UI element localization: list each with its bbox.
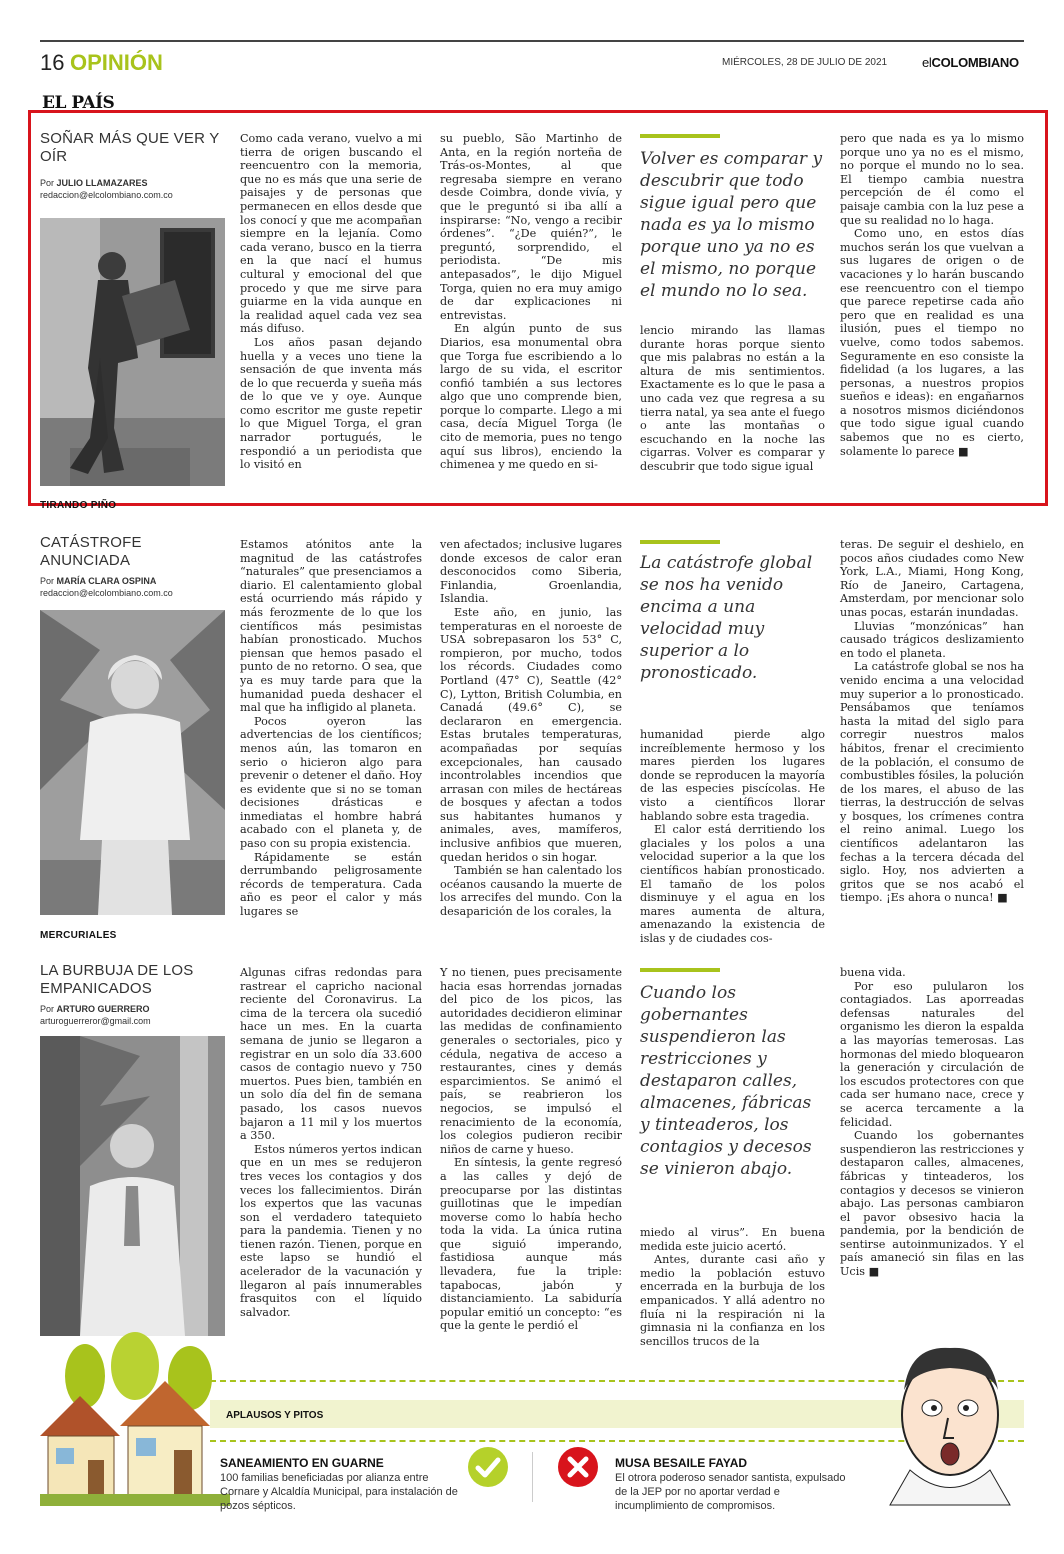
quote-accent-bar bbox=[640, 540, 720, 544]
article2-column-4: teras. De seguir el deshielo, en pocos años ciudades como New York, L.A., Miami, Hong Kong, Río de Janeiro, Cartagena, Amsterdam, por mencionar solo unas pocas, estarán inundadas. Lluvias “monzónicas” han causado trágicos deslizamiento en todo el planeta. La catástrofe global se nos ha venido encima a una velocidad muy superior a lo pronosticado. Pensábamos que teníamos hasta la mitad del siglo para corregir nuestros malos hábitos, frenar el crecimiento de la población, el consumo de combustibles fósiles, la polución de los mares, el abuso de las tierras, la destrucción de selvas y bosques, los crímenes contra el reino animal. Luego los científicos adelantaron las fechas a la tercera década del siglo. Hoy, nos advierten a gritos que se nos acabó el tiempo. ¡Es ahora o nunca! ■ bbox=[840, 538, 1024, 905]
article3-column-3: miedo al virus”. En buena medida este juicio acertó. Antes, durante casi año y medio la población estuvo encerrada en la burbuja de los empanicados. Y allá adentro no fluía ni la respiración ni la gimnasia ni la confianza en los sencillos trucos de la bbox=[640, 1226, 825, 1348]
article3-byline: Por ARTURO GUERRERO bbox=[40, 1004, 150, 1014]
article2-pull-quote: La catástrofe global se nos ha venido encima a una velocidad muy superior a lo pronosticado. bbox=[640, 553, 813, 683]
pito-title: MUSA BESAILE FAYAD bbox=[615, 1456, 748, 1470]
pito-text: El otrora poderoso senador santista, expulsado de la JEP por no aportar verdad e incumplimiento de compromisos. bbox=[615, 1472, 846, 1512]
section-tag-tirando-pino: TIRANDO PIÑO bbox=[40, 500, 117, 511]
article3-email: arturoguerreror@gmail.com bbox=[40, 1016, 151, 1026]
article1-column-2: su pueblo, São Martinho de Anta, en la región norteña de Trás-os-Montes, al que regresaba siempre en verano desde Coimbra, donde vivía, y que le preguntó si iba allí a inspirarse: “No, vengo a recibir órdenes”. “¿De quién?”, le preguntó, sorprendido, el periodista. “De mis antepasados”, le dijo Miguel Torga, quien no era muy amigo de dar explicaciones ni entrevistas. En algún punto de sus Diarios, esa monumental obra que Torga fue escribiendo a lo largo de su vida, el escritor confió también a sus lectores algo que uno comprende bien, porque lo comparte. Llego a mi casa, decía Miguel Torga (le cito de memoria, pues no tengo aquí sus libros), enciendo la chimenea y me quedo en si- bbox=[440, 132, 622, 472]
section-tag-mercuriales: MERCURIALES bbox=[40, 930, 117, 941]
article3-headline: LA BURBUJA DE LOS EMPANICADOS bbox=[40, 962, 194, 997]
article2-column-2: ven afectados; inclusive lugares donde excesos de calor eran desconocidos como Siberia, Finlandia, Groenlandia, Islandia. Este año, en junio, las temperaturas en el noroeste de USA sobrepasaron los 53° C, rompieron, por mucho, todos los récords. Ciudades como Portland (47° C), Seattle (42° C), Lytton, British Columbia, en Canadá (49.6° C), se declararon en emergencia. Estas brutales temperaturas, acompañadas por sequías excepcionales, han causado incontrolables incendios que arrasan con miles de hectáreas de bosques y afectan a todos sus habitantes humanos y animales, aves, mamíferos, inclusive anfibios que mueren, quedan heridos o sin hogar. También se han calentado los océanos causando la muerte de los arrecifes del mundo. Con la desaparición de los corales, la bbox=[440, 538, 622, 919]
section-title: OPINIÓN bbox=[70, 50, 163, 75]
header-rule bbox=[40, 40, 1024, 42]
article2-byline: Por MARÍA CLARA OSPINA bbox=[40, 576, 157, 586]
article3-column-4: buena vida. Por eso pulularon los contagiados. Las aporreadas defensas naturales del organismo les dieron la espalda a las mayorías temerosas. Las hormonas del miedo bloquearon la generación y circulación de los escudos protectores con que cada ser humano nace, crece y se acerca tercamente a la felicidad. Cuando los gobernantes suspendieron las restricciones y destaparon calles, almacenes, fábricas y tinteaderos, los contagios y decesos se vinieron abajo. Las personas cambiaron el pavor obsesivo hacia la pandemia, por la bendición de sentirse autoinmunizados. Y el país amaneció sin filas en las Ucis ■ bbox=[840, 966, 1024, 1279]
article2-headline: CATÁSTROFE ANUNCIADA bbox=[40, 534, 142, 569]
footer-divider bbox=[532, 1452, 533, 1502]
article1-photo-statue bbox=[40, 218, 225, 486]
edition-date: MIÉRCOLES, 28 DE JULIO DE 2021 bbox=[722, 57, 888, 68]
article2-photo-author bbox=[40, 610, 225, 915]
article2-column-1: Estamos atónitos ante la magnitud de las catástrofes “naturales” que presenciamos a diario. El calentamiento global está ocurriendo más rápido y más ferozmente de lo que los científicos más pesimistas habían pronosticado. Muchos piensan que hemos pasado el punto de no retorno. O sea, que ya es muy tarde para que la humanidad pueda deshacer el mal que ha infligido al planeta. Pocos oyeron las advertencias de los científicos; menos aún, las tomaron en serio o hicieron algo para prevenir o detener el daño. Hoy es evidente que si no se toman decisiones drásticas e inmediatas el hombre habrá acabado con el planeta y, de paso con su propia existencia. Rápidamente se están derrumbando peligrosamente récords de temperatura. Cada año es peor el calor y más lugares se bbox=[240, 538, 422, 919]
check-icon bbox=[467, 1446, 509, 1488]
article1-headline: SOÑAR MÁS QUE VER Y OÍR bbox=[40, 130, 220, 165]
article1-pull-quote: Volver es comparar y descubrir que todo sigue igual pero que nada es ya lo mismo porque uno ya no es el mismo, no porque el mundo no lo sea. bbox=[640, 149, 823, 301]
article3-pull-quote: Cuando los gobernantes suspendieron las restricciones y destaparon calles, almacenes, fábricas y tinteaderos, los contagios y decesos se vinieron abajo. bbox=[640, 983, 812, 1179]
article1-email: redaccion@elcolombiano.com.co bbox=[40, 190, 173, 200]
article1-byline: Por JULIO LLAMAZARES bbox=[40, 178, 148, 188]
article2-column-3: humanidad pierde algo increíblemente hermoso y los mares pierden los lugares donde se reproducen la mayoría de las especies piscícolas. He visto a científicos llorar hablando sobre esta tragedia. El calor está derritiendo los glaciales y los polos a una velocidad superior a la que los científicos habían pronosticado. El tamaño de los polos disminuye y el agua en los mares aumenta de altura, amenazando la existencia de islas y de ciudades cos- bbox=[640, 728, 825, 945]
cross-icon bbox=[557, 1446, 599, 1488]
quote-accent-bar bbox=[640, 968, 720, 972]
footer-label: APLAUSOS Y PITOS bbox=[226, 1410, 324, 1421]
article3-photo-author bbox=[40, 1036, 225, 1336]
article3-column-1: Algunas cifras redondas para rastrear el capricho nacional reciente del Coronavirus. La cima de la tercera ola sucedió hace un mes. En la cuarta semana de junio se llegaron a registrar en un solo día 33.600 casos de contagio nuevo y 750 muertos. Pues bien, también en un solo día del fin de semana pasado, los casos nuevos bajaron a 11 mil y los muertos a 350. Estos números yertos indican que en un mes se redujeron tres veces los contagios y dos veces los fallecimientos. Dirán los expertos que las vacunas son el verdadero tatequieto para la pandemia. Tienen y no tienen razón. Tienen, porque en este lapso se hundió el acelerador de la vacunación y llegaron al país innumerables frasquitos con el líquido salvador. bbox=[240, 966, 422, 1319]
page-number: 16 bbox=[40, 50, 65, 75]
houses-illustration bbox=[40, 1336, 230, 1506]
article1-column-1: Como cada verano, vuelvo a mi tierra de origen buscando el reencuentro con la memoria, que no es más que una serie de paisajes y de personas que permanecen en ellos desde que los conocí y que me acompañan siempre en la lejanía. Como cada verano, busco en la tierra en la que nací el humus cultural y emocional del que procedo y que me sirve para guiarme en la vida aunque en la realidad aquel cada vez sea más difuso. Los años pasan dejando huella y a veces uno tiene la sensación de que inventa más de lo que recuerda y sueña más de lo que ve y oye. Aunque como escritor me guste repetir lo que Miguel Torga, el gran narrador portugués, le respondió a un periodista que lo visitó en bbox=[240, 132, 422, 472]
newspaper-logo: elCOLOMBIANO bbox=[922, 55, 1019, 70]
aplauso-title: SANEAMIENTO EN GUARNE bbox=[220, 1456, 384, 1470]
article1-column-3: lencio mirando las llamas durante horas porque siento que mis palabras no están a la altura de mis sentimientos. Exactamente es lo que le pasa a uno cada vez que regresa a su tierra natal, ya sea ante el fuego o ante las montañas o escuchando en la noche las cigarras. Volver es comparar y descubrir que todo sigue igual bbox=[640, 324, 825, 473]
section-tag-el-pais: EL PAÍS bbox=[42, 93, 115, 113]
caricature-illustration bbox=[870, 1330, 1030, 1505]
quote-accent-bar bbox=[640, 134, 720, 138]
article2-email: redaccion@elcolombiano.com.co bbox=[40, 588, 173, 598]
article1-column-4: pero que nada es ya lo mismo porque uno ya no es el mismo, no porque el mundo no lo sea. El tiempo cambia nuestra percepción de él como el paisaje cambia con la luz pese a que su realidad no lo haga. Como uno, en estos días muchos serán los que vuelvan a sus lugares de origen o de vacaciones y lo harán buscando ese reencuentro con el tiempo que parece repetirse cada año pero que en realidad es una ilusión, pues el tiempo no vuelve, como todos sabemos. Seguramente en eso consiste la fidelidad (a los lugares, a las personas, a nuestros propios sueños e ideas): en engañarnos a nosotros mismos diciéndonos que todo sigue igual cuando sabemos que no es cierto, solamente lo parece ■ bbox=[840, 132, 1024, 458]
aplauso-text: 100 familias beneficiadas por alianza entre Cornare y Alcaldía Municipal, para instalación de pozos sépticos. bbox=[220, 1472, 458, 1512]
article3-column-2: Y no tienen, pues precisamente hacia esas horrendas jornadas del pico de los picos, las autoridades decidieron eliminar las medidas de confinamiento generales o sectoriales, pico y cédula, negativa de acceso a restaurantes, cines y demás esparcimientos. Se animó el país, se reabrieron los negocios, se impulsó el renacimiento de la economía, los colegios pudieron recibir niños de carne y hueso. En síntesis, la gente regresó a las calles y dejó de preocuparse por las distintas guillotinas que le impedían moverse como lo había hecho toda la vida. La única rutina que siguió imperando, fastidiosa aunque más llevadera, fue la triple: tapabocas, jabón y distanciamiento. La sabiduría popular emitió un concepto: “es que la gente le perdió el bbox=[440, 966, 622, 1333]
